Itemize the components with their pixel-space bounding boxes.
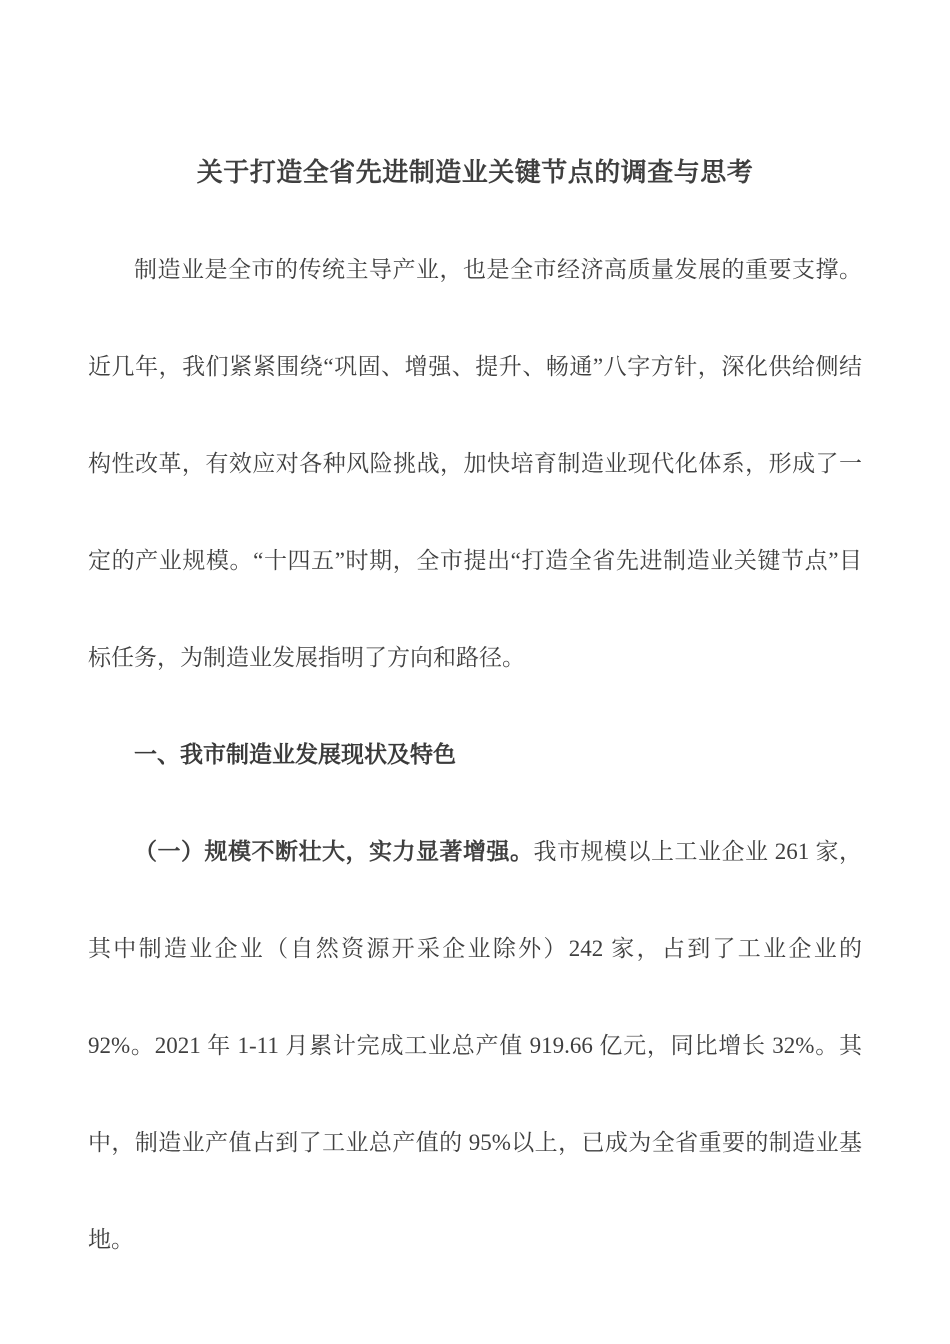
subsection-body-text: 我市规模以上工业企业 261 家，其中制造业企业（自然资源开采企业除外）242 家，占到了工业企业的 92%。2021 年 1-11 月累计完成工业总产值 919.66 亿元，同比增长 32%。其中，制造业产值占到了工业总产值的 95%以上，已成为全省重要的制造业基地。 bbox=[88, 839, 862, 1252]
subsection-paragraph bbox=[88, 803, 862, 1288]
intro-paragraph: 制造业是全市的传统主导产业，也是全市经济高质量发展的重要支撑。近几年，我们紧紧围绕“巩固、增强、提升、畅通”八字方针，深化供给侧结构性改革，有效应对各种风险挑战，加快培育制造业现代化体系，形成了一定的产业规模。“十四五”时期，全市提出“打造全省先进制造业关键节点”目标任务，为制造业发展指明了方向和路径。 bbox=[88, 257, 862, 670]
section-heading: 一、我市制造业发展现状及特色 bbox=[134, 741, 456, 767]
document-title: 关于打造全省先进制造业关键节点的调查与思考 bbox=[196, 158, 754, 187]
subsection-lead-bold: （一）规模不断壮大，实力显著增强。 bbox=[134, 839, 534, 864]
